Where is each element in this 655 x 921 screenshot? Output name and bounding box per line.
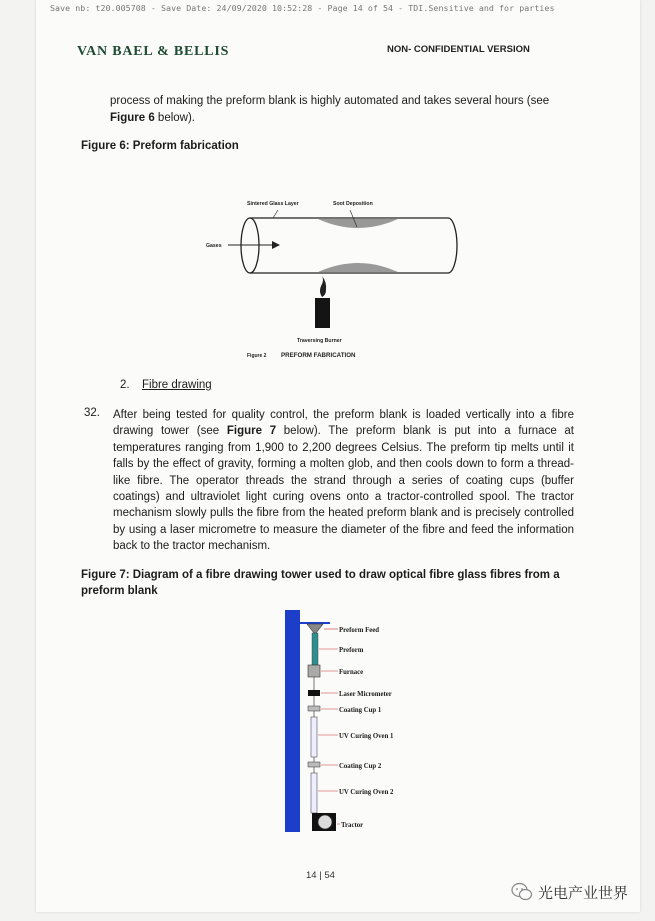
figure6-title: Figure 6: Preform fabrication: [81, 140, 239, 152]
label-laser-micrometer: Laser Micrometer: [339, 691, 392, 698]
label-tractor: Tractor: [341, 822, 364, 829]
section-heading: 2. Fibre drawing: [120, 379, 212, 391]
coating-cup-1: [308, 706, 320, 711]
watermark: [511, 880, 628, 904]
coating-cup-2: [308, 762, 320, 767]
preform-fabrication-diagram: [200, 190, 470, 365]
wechat-icon: [511, 882, 533, 902]
save-info-line: Save nb: t20.005708 - Save Date: 24/09/2020 10:52:28 - Page 14 of 54 - TDI.Sensitive and for parties: [50, 3, 555, 13]
figure7-title: Figure 7: Diagram of a fibre drawing tower used to draw optical fibre glass fibres from a preform blank: [81, 569, 560, 597]
uv-oven-2: [311, 773, 317, 813]
preform: [312, 633, 318, 665]
uv-oven-1: [311, 717, 317, 757]
burner-label: Traversing Burner: [297, 338, 342, 344]
page-number: 14 | 54: [306, 870, 335, 881]
soot-deposition-top: [318, 219, 398, 228]
tower-column: [285, 610, 300, 832]
watermark-text: 光电产业世界: [538, 884, 629, 902]
preform-feed: [307, 624, 323, 633]
furnace: [308, 665, 320, 677]
sintered-label: Sintered Glass Layer: [247, 201, 299, 207]
gases-label: Gases: [206, 243, 222, 249]
classification-label: NON- CONFIDENTIAL VERSION: [387, 44, 530, 55]
label-uv-oven-2: UV Curing Oven 2: [339, 789, 394, 796]
tractor-wheel: [318, 815, 332, 829]
soot-label: Soot Deposition: [333, 201, 373, 207]
label-coating-cup-1: Coating Cup 1: [339, 707, 382, 714]
top-paragraph: process of making the preform blank is highly automated and takes several hours (see Figure 6 below).: [110, 95, 550, 124]
figure-caption: PREFORM FABRICATION: [281, 352, 356, 359]
label-uv-oven-1: UV Curing Oven 1: [339, 733, 394, 740]
laser-micrometer: [308, 690, 320, 696]
burner-flame: [320, 276, 326, 297]
figure7-reference: Figure 7: [226, 425, 277, 438]
label-preform-feed: Preform Feed: [339, 627, 380, 634]
label-preform: Preform: [339, 647, 364, 654]
burner-body: [315, 298, 330, 328]
label-furnace: Furnace: [339, 669, 364, 676]
firm-name: VAN BAEL & BELLIS: [77, 44, 230, 59]
figure6-reference: Figure 6: [110, 112, 155, 124]
figure-number-label: Figure 2: [247, 353, 267, 359]
paragraph-number: 32.: [84, 407, 100, 419]
paragraph-32: After being tested for quality control, the preform blank is loaded vertically into a fibre drawing tower (see Figure 7 below). The preform blank is put into a furnace at temperatures ranging from 1,900 to 2,200 degrees Celsius. The preform tip melts until it falls by the effect of gravity, forming a molten glob, and then cools down to form a thread-like fibre. The operator threads the strand through a series of coating cups (buffer coatings) and ultraviolet light curing ovens onto a tractor-controlled spool. The tractor mechanism slowly pulls the fibre from the heated preform blank and is precisely controlled by using a laser micrometre to measure the diameter of the fibre and feed the information back to the tractor mechanism.: [113, 409, 575, 553]
label-coating-cup-2: Coating Cup 2: [339, 763, 382, 770]
fibre-drawing-tower-diagram: [250, 605, 440, 835]
soot-deposition-bottom: [318, 263, 398, 272]
